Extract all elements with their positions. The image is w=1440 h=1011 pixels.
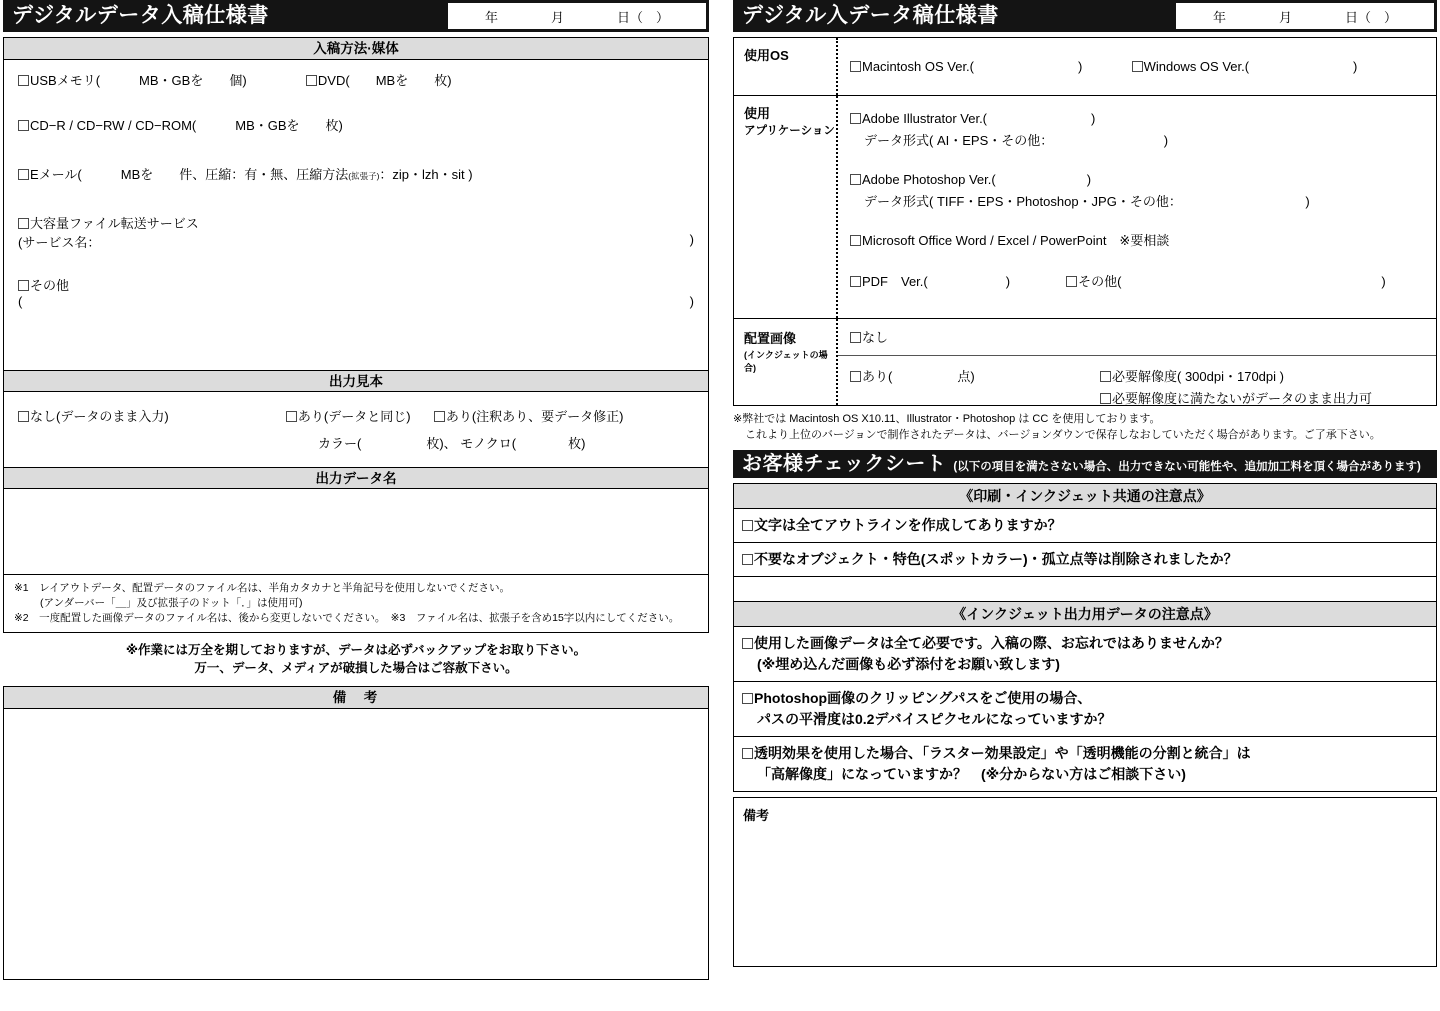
application-row-label (734, 96, 838, 318)
inkjet-notes-heading: 《インクジェット出力用データの注意点》 (734, 602, 1436, 627)
resolution-label: 必要解像度( 300dpi・170dpi ) (1112, 369, 1284, 384)
right-date-day-label: 日（ ） (1345, 9, 1398, 25)
checkbox-image-yes-icon[interactable] (850, 371, 861, 382)
checksheet-subtitle: (以下の項目を満たさない場合、出力できない可能性や、追加加工料を頂く場合があります) (953, 461, 1421, 473)
application-row (734, 96, 1436, 319)
date-day-label: 日（ ） (617, 9, 670, 25)
proof-same-label: あり(データと同じ) (297, 409, 411, 424)
image-none-label: なし (862, 330, 889, 345)
media-row-email (18, 164, 694, 183)
transfer-name-close: ) (689, 232, 694, 247)
placed-image-label-sub: (インクジェットの場合) (744, 350, 828, 373)
check-outline-label: 文字は全てアウトラインを作成してありますか？ (754, 517, 1062, 533)
checkbox-other-media-icon[interactable] (18, 280, 29, 291)
email-label-tail: ：zip・lzh・sit ) (379, 167, 473, 182)
checkbox-app-other-icon[interactable] (1066, 276, 1077, 287)
left-title-banner (3, 0, 709, 32)
placed-image-none-row (838, 319, 1436, 356)
note-1b: (アンダーバー「＿」及び拡張子のドット「．」は使用可) (40, 597, 303, 609)
app-photoshop-block (850, 169, 1428, 210)
right-date-field[interactable] (1176, 3, 1434, 29)
other-media-open: ( (18, 294, 23, 309)
left-bikou-heading: 備 考 (4, 687, 708, 709)
left-form-title: デジタルデータ入稿仕様書 (12, 4, 269, 27)
checkbox-proof-same-icon[interactable] (286, 411, 297, 422)
date-month-label: 月 (550, 9, 565, 25)
dvd-label: DVD( MBを 枚) (317, 73, 452, 88)
right-date-year-label: 年 (1212, 9, 1227, 25)
date-year-label: 年 (484, 9, 499, 25)
checkbox-clipping-path-icon[interactable] (742, 693, 753, 704)
check-item-outline[interactable] (734, 509, 1436, 543)
dataname-section-heading: 出力データ名 (4, 467, 708, 489)
right-form-title: デジタル入データ稿仕様書 (742, 4, 999, 27)
checkbox-images-attached-icon[interactable] (742, 638, 753, 649)
media-row-transfer (18, 213, 694, 251)
dataname-input-area[interactable] (4, 489, 708, 574)
checkbox-cd-icon[interactable] (18, 120, 29, 131)
checkbox-transparency-icon[interactable] (742, 748, 753, 759)
checkbox-macos-icon[interactable] (850, 61, 861, 72)
check-item-images-attached[interactable] (734, 627, 1436, 682)
check-clipping-label-2: パスの平滑度は0.2デバイスピクセルになっていますか？ (757, 711, 1112, 727)
right-title-banner (733, 0, 1437, 32)
media-row-usb-dvd (18, 70, 694, 89)
transfer-label: 大容量ファイル転送サービス (30, 216, 199, 231)
checkbox-dvd-icon[interactable] (306, 75, 317, 86)
windows-label: Windows OS Ver.( ) (1143, 59, 1358, 74)
checksheet-title: お客様チェックシート (742, 453, 947, 475)
placed-image-row (734, 319, 1436, 405)
office-label: Microsoft Office Word / Excel / PowerPoint ※要相談 (862, 233, 1170, 248)
filename-notes (4, 574, 708, 632)
other-media-label: その他 (30, 278, 70, 293)
checkbox-transfer-icon[interactable] (18, 218, 29, 229)
photoshop-label: Adobe Photoshop Ver.( ) (862, 172, 1092, 187)
placed-image-label-main: 配置画像 (744, 331, 797, 346)
media-section-body (4, 60, 708, 370)
right-date-month-label: 月 (1278, 9, 1293, 25)
check-images-label-2: (※埋め込んだ画像も必ず添付をお願い致します) (757, 656, 1060, 672)
checkbox-cleanup-icon[interactable] (742, 554, 753, 565)
checkbox-proof-none-icon[interactable] (18, 411, 29, 422)
illustrator-format-label: データ形式( AI・EPS・その他： ) (864, 133, 1169, 148)
check-cleanup-label: 不要なオブジェクト・特色(スポットカラー)・孤立点等は削除されましたか？ (754, 551, 1238, 567)
application-label-line2: アプリケーション (744, 125, 835, 137)
transfer-name-label: (サービス名： (18, 235, 101, 250)
app-office-block (850, 230, 1428, 249)
application-label-line1: 使用 (744, 106, 771, 121)
check-item-clipping-path[interactable] (734, 682, 1436, 737)
right-bikou-section[interactable] (733, 797, 1437, 967)
note-2: ※2 一度配置した画像データのファイル名は、後から変更しないでください。 ※3 ファイル名は、拡張子を含め15字以内にしてください。 (14, 612, 680, 624)
media-row-other (18, 275, 694, 309)
right-column (733, 0, 1437, 967)
backup-warning (3, 641, 709, 677)
app-pdf-other-block (850, 271, 1428, 290)
email-label: Eメール( MBを 件、圧縮：有・無、圧縮方法 (30, 167, 349, 182)
checksheet-banner (733, 450, 1437, 478)
version-note-line-1: ※弊社では Macintosh OS X10.11、Illustrator・Photoshop は CC を使用しております。 (733, 413, 1161, 425)
proof-count-row: カラー( 枚)、 モノクロ( 枚) (318, 436, 586, 451)
note-1: ※1 レイアウトデータ、配置データのファイル名は、半角カタカナと半角記号を使用しないでください。 (14, 582, 510, 594)
illustrator-label: Adobe Illustrator Ver.( ) (862, 111, 1096, 126)
left-bikou-section (3, 686, 709, 980)
right-bikou-heading: 備考 (743, 808, 770, 823)
checkbox-illustrator-icon[interactable] (850, 113, 861, 124)
checkbox-email-icon[interactable] (18, 169, 29, 180)
spec-table (733, 37, 1437, 406)
photoshop-format-label: データ形式( TIFF・EPS・Photoshop・JPG・その他： ) (864, 194, 1310, 209)
left-column (3, 0, 709, 980)
checkbox-proof-fix-icon[interactable] (434, 411, 445, 422)
check-transparency-label-2: 「高解像度」になっていますか？ (※分からない方はご相談下さい) (757, 766, 1186, 782)
media-section (3, 37, 709, 633)
pdf-label: PDF Ver.( ) (862, 274, 1011, 289)
checkbox-resolution-icon[interactable] (1100, 371, 1111, 382)
resolution-under-label: 必要解像度に満たないがデータのまま出力可 (1112, 391, 1373, 406)
image-yes-label: あり( 点) (862, 369, 975, 384)
other-media-close: ) (689, 294, 694, 309)
check-item-cleanup[interactable] (734, 543, 1436, 577)
macos-label: Macintosh OS Ver.( ) (862, 59, 1083, 74)
check-transparency-label-1: 透明効果を使用した場合、「ラスター効果設定」や「透明機能の分割と統合」は (754, 745, 1251, 761)
common-notes-heading: 《印刷・インクジェット共通の注意点》 (734, 484, 1436, 509)
os-row-label: 使用OS (734, 38, 838, 95)
placed-image-row-label (734, 319, 838, 405)
usb-label: USBメモリ( MB・GBを 個) (30, 73, 247, 88)
check-images-label-1: 使用した画像データは全て必要です。入稿の際、お忘れではありませんか？ (754, 635, 1229, 651)
app-other-label: その他( ) (1078, 274, 1386, 289)
checksheet-spacer (734, 577, 1436, 602)
checksheet-table (733, 483, 1437, 792)
media-row-cd (18, 115, 694, 134)
proof-fix-label: あり(注釈あり、要データ修正) (445, 409, 624, 424)
check-clipping-label-1: Photoshop画像のクリッピングパスをご使用の場合、 (754, 690, 1092, 706)
left-date-field[interactable] (448, 3, 706, 29)
proof-section-heading: 出力見本 (4, 370, 708, 392)
checkbox-image-none-icon[interactable] (850, 332, 861, 343)
backup-line-1: ※作業には万全を期しておりますが、データは必ずバックアップをお取り下さい。 (125, 643, 587, 657)
left-bikou-input-area[interactable] (4, 709, 708, 979)
os-row (734, 38, 1436, 96)
version-note-line-2: これより上位のバージョンで制作されたデータは、バージョンダウンで保存しなおしていただく場合があります。ご了承下さい。 (745, 429, 1381, 441)
checkbox-windows-icon[interactable] (1132, 61, 1143, 72)
checkbox-usb-icon[interactable] (18, 75, 29, 86)
proof-section-body (4, 392, 708, 467)
checkbox-photoshop-icon[interactable] (850, 174, 861, 185)
app-illustrator-block (850, 108, 1428, 149)
proof-options-row (18, 406, 694, 425)
backup-line-2: 万一、データ、メディアが破損した場合はご容赦下さい。 (194, 661, 518, 675)
email-ext-note: (拡張子) (348, 171, 380, 181)
cd-label: CD−R / CD−RW / CD−ROM( MB・GBを 枚) (30, 118, 343, 133)
checkbox-office-icon[interactable] (850, 235, 861, 246)
checkbox-outline-icon[interactable] (742, 520, 753, 531)
media-section-heading: 入稿方法·媒体 (4, 38, 708, 60)
check-item-transparency[interactable] (734, 737, 1436, 791)
proof-none-label: なし(データのまま入力) (30, 409, 169, 424)
checkbox-pdf-icon[interactable] (850, 276, 861, 287)
checkbox-resolution-under-icon[interactable] (1100, 393, 1111, 404)
